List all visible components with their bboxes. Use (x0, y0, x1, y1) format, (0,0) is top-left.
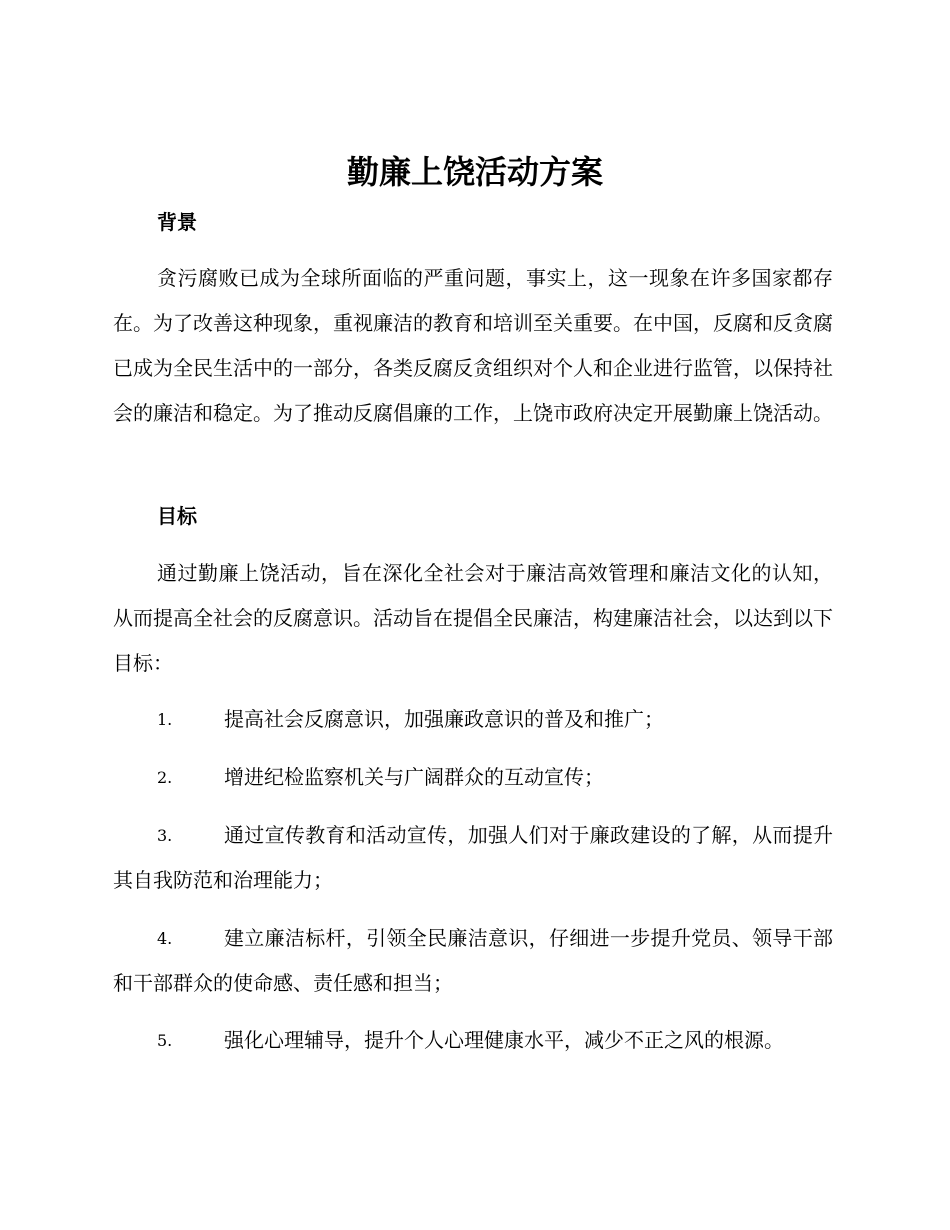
list-item-number: 5. (157, 1031, 173, 1050)
list-item (113, 755, 833, 800)
list-item-text: 提高社会反腐意识，加强廉政意识的普及和推广； (224, 707, 664, 731)
list-item-number: 2. (157, 768, 173, 787)
list-item-text: 通过宣传教育和活动宣传，加强人们对于廉政建设的了解，从而提升其自我防范和治理能力； (113, 823, 833, 892)
list-item (113, 697, 833, 742)
list-item-number: 4. (157, 929, 173, 948)
goals-paragraph: 通过勤廉上饶活动，旨在深化全社会对于廉洁高效管理和廉洁文化的认知，从而提高全社会的反腐意识。活动旨在提倡全民廉洁，构建廉洁社会，以达到以下目标： (113, 561, 833, 675)
list-item (113, 813, 833, 903)
list-item (113, 916, 833, 1006)
list-item-number: 3. (157, 826, 173, 845)
list-item-text: 增进纪检监察机关与广阔群众的互动宣传； (224, 765, 604, 789)
document-title: 勤廉上饶活动方案 (346, 153, 603, 191)
list-item-number: 1. (157, 710, 173, 729)
list-item-text: 建立廉洁标杆，引领全民廉洁意识，仔细进一步提升党员、领导干部和干部群众的使命感、责任感和担当； (113, 926, 833, 995)
section-heading-goals: 目标 (157, 504, 197, 528)
background-paragraph: 贪污腐败已成为全球所面临的严重问题，事实上，这一现象在许多国家都存在。为了改善这种现象，重视廉洁的教育和培训至关重要。在中国，反腐和反贪腐已成为全民生活中的一部分，各类反腐反贪组织对个人和企业进行监管，以保持社会的廉洁和稳定。为了推动反腐倡廉的工作，上饶市政府决定开展勤廉上饶活动。 (113, 266, 833, 425)
section-heading-background: 背景 (157, 210, 197, 234)
list-item (113, 1018, 833, 1063)
list-item-text: 强化心理辅导，提升个人心理健康水平，减少不正之风的根源。 (224, 1028, 784, 1052)
